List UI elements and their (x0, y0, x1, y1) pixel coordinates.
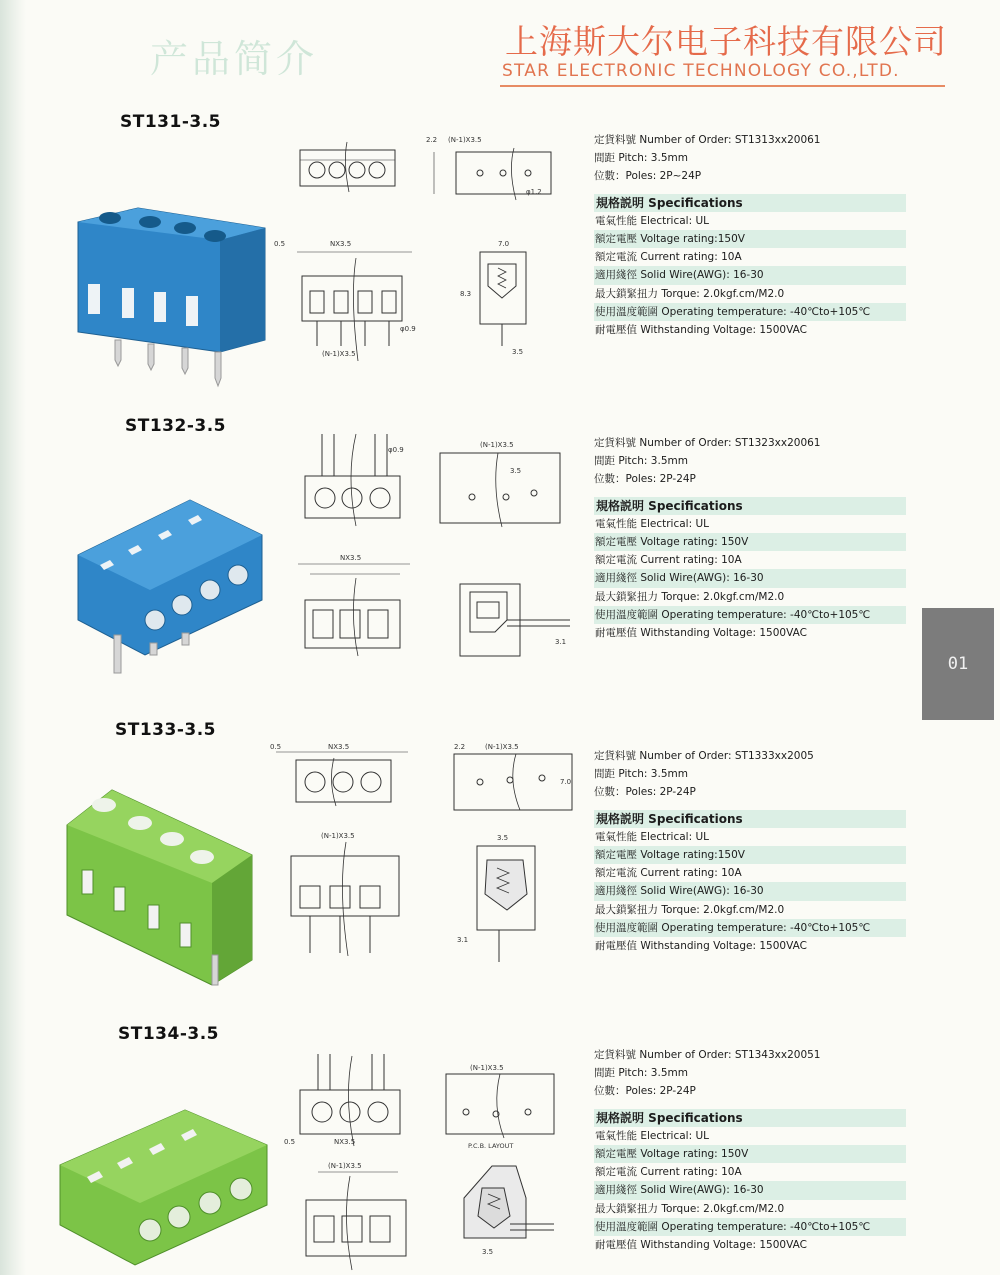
spec-row: 額定電流 Current rating: 10A (595, 867, 742, 880)
spec-row: 適用綫徑 Solid Wire(AWG): 16-30 (594, 1181, 906, 1199)
dim-label-pitch-top: (N-1)X3.5 (328, 1162, 362, 1170)
spec-row: 電氣性能 Electrical: UL (595, 1129, 710, 1142)
product-model-title: ST132-3.5 (125, 416, 226, 436)
spec-row: 使用溫度範圍 Operating temperature: -40℃to+105℃ (594, 606, 906, 624)
dim-label-35: 3.5 (512, 348, 524, 356)
spec-block (594, 131, 906, 339)
order-number-line: 定貨料號 Number of Order: ST1313xx20061 (594, 134, 821, 146)
dim-label-22: 2.2 (426, 136, 438, 144)
spec-row: 適用綫徑 Solid Wire(AWG): 16-30 (594, 569, 906, 587)
spec-row: 耐電壓值 Withstanding Voltage: 1500VAC (595, 323, 807, 336)
technical-drawing-front-view (276, 828, 416, 958)
product-photo-blue-4p-angled (70, 495, 270, 684)
dim-label-35: 3.5 (497, 834, 509, 842)
spec-row: 耐電壓值 Withstanding Voltage: 1500VAC (595, 1238, 807, 1251)
spec-row: 最大鎖緊扭力 Torque: 2.0kgf.cm/M2.0 (595, 287, 785, 300)
dim-label-phi12: φ1.2 (526, 188, 542, 196)
order-number-line: 定貨料號 Number of Order: ST1333xx2005 (594, 750, 814, 762)
spec-row: 最大鎖緊扭力 Torque: 2.0kgf.cm/M2.0 (595, 1202, 785, 1215)
technical-drawing-pcb-layout (450, 740, 580, 815)
dim-label-pitch: (N-1)X3.5 (480, 441, 514, 449)
technical-drawing-pcb-layout (418, 130, 563, 205)
dim-label-31: 3.1 (555, 638, 567, 646)
technical-drawing-front-view (280, 548, 430, 658)
spec-row: 電氣性能 Electrical: UL (595, 830, 710, 843)
dim-label-05: 0.5 (284, 1138, 296, 1146)
technical-drawing-top-view (280, 428, 415, 528)
spec-block (594, 1046, 906, 1254)
technical-drawing-top-view (285, 132, 410, 202)
poles-line: 位數：Poles: 2P~24P (594, 170, 702, 183)
order-number-line: 定貨料號 Number of Order: ST1343xx20051 (594, 1049, 821, 1061)
technical-drawing-side-view (458, 236, 538, 361)
dim-label-31: 3.1 (457, 936, 469, 944)
dim-label-70: 7.0 (560, 778, 572, 786)
catalog-watermark: 产品简介 (150, 37, 319, 81)
dim-label-05: 0.5 (270, 743, 282, 751)
spec-heading: 規格説明 Specifications (594, 194, 906, 212)
spec-row: 使用溫度範圍 Operating temperature: -40℃to+105℃ (594, 303, 906, 321)
dim-label-total: NX3.5 (330, 240, 352, 248)
spec-row: 電氣性能 Electrical: UL (595, 214, 710, 227)
spec-row: 額定電壓 Voltage rating: 150V (594, 533, 906, 551)
poles-line: 位數：Poles: 2P-24P (594, 473, 696, 486)
technical-drawing-side-view (455, 580, 575, 660)
page-number-tab: 01 (922, 608, 994, 720)
spec-block (594, 747, 906, 955)
spec-row: 耐電壓值 Withstanding Voltage: 1500VAC (595, 626, 807, 639)
spec-row: 使用溫度範圍 Operating temperature: -40℃to+105℃ (594, 1218, 906, 1236)
poles-line: 位數：Poles: 2P-24P (594, 786, 696, 799)
product-photo-blue-4p (70, 200, 270, 404)
technical-drawing-side-view (452, 1158, 557, 1258)
dim-label-pitch-top: (N-1)X3.5 (321, 832, 355, 840)
paper-edge (0, 0, 26, 1275)
dim-label-35: 3.5 (482, 1248, 494, 1256)
spec-row: 額定電壓 Voltage rating:150V (594, 230, 906, 248)
poles-line: 位數：Poles: 2P-24P (594, 1085, 696, 1098)
pitch-line: 間距 Pitch: 3.5mm (594, 455, 688, 468)
spec-heading: 規格説明 Specifications (594, 1109, 906, 1127)
dim-label-total: NX3.5 (340, 554, 362, 562)
dim-label-83: 8.3 (460, 290, 472, 298)
spec-row: 額定電壓 Voltage rating:150V (594, 846, 906, 864)
spec-block (594, 434, 906, 642)
dim-label-35: 3.5 (510, 467, 522, 475)
product-photo-green-4p-angled (55, 1105, 270, 1274)
dim-label-phi09: φ0.9 (388, 446, 404, 454)
technical-drawing-front-view (288, 1158, 418, 1273)
dim-label-05: 0.5 (274, 240, 286, 248)
pcb-layout-label: P.C.B. LAYOUT (468, 1142, 514, 1150)
pitch-line: 間距 Pitch: 3.5mm (594, 152, 688, 165)
spec-row: 最大鎖緊扭力 Torque: 2.0kgf.cm/M2.0 (595, 903, 785, 916)
spec-row: 最大鎖緊扭力 Torque: 2.0kgf.cm/M2.0 (595, 590, 785, 603)
technical-drawing-front-view (272, 236, 432, 366)
product-model-title: ST131-3.5 (120, 112, 221, 132)
header-divider (500, 85, 945, 87)
technical-drawing-pcb-layout (440, 1060, 560, 1152)
pitch-line: 間距 Pitch: 3.5mm (594, 1067, 688, 1080)
spec-row: 使用溫度範圍 Operating temperature: -40℃to+105℃ (594, 919, 906, 937)
spec-row: 額定電流 Current rating: 10A (595, 554, 742, 567)
technical-drawing-top-view (268, 740, 418, 810)
product-photo-green-4p (62, 785, 262, 999)
spec-row: 額定電流 Current rating: 10A (595, 1166, 742, 1179)
spec-row: 額定電壓 Voltage rating: 150V (594, 1145, 906, 1163)
spec-row: 適用綫徑 Solid Wire(AWG): 16-30 (594, 266, 906, 284)
dim-label-pitch: (N-1)X3.5 (485, 743, 519, 751)
dim-label-22: 2.2 (454, 743, 466, 751)
order-number-line: 定貨料號 Number of Order: ST1323xx20061 (594, 437, 821, 449)
technical-drawing-side-view (455, 830, 545, 970)
product-model-title: ST134-3.5 (118, 1024, 219, 1044)
dim-label-pitch: (N-1)X3.5 (470, 1064, 504, 1072)
dim-label-pitch: (N-1)X3.5 (448, 136, 482, 144)
dim-label-pitch-bottom: (N-1)X3.5 (322, 350, 356, 358)
spec-heading: 規格説明 Specifications (594, 497, 906, 515)
spec-row: 適用綫徑 Solid Wire(AWG): 16-30 (594, 882, 906, 900)
spec-heading: 規格説明 Specifications (594, 810, 906, 828)
company-name-english: STAR ELECTRONIC TECHNOLOGY CO.,LTD. (502, 61, 900, 81)
technical-drawing-pcb-layout (428, 437, 568, 532)
dim-label-total: NX3.5 (334, 1138, 356, 1146)
product-model-title: ST133-3.5 (115, 720, 216, 740)
company-name-chinese: 上海斯大尔电子科技有限公司 (505, 22, 947, 61)
spec-row: 耐電壓值 Withstanding Voltage: 1500VAC (595, 939, 807, 952)
technical-drawing-top-view (282, 1050, 417, 1150)
dim-label-70: 7.0 (498, 240, 510, 248)
spec-row: 額定電流 Current rating: 10A (595, 251, 742, 264)
dim-label-total: NX3.5 (328, 743, 350, 751)
spec-row: 電氣性能 Electrical: UL (595, 517, 710, 530)
dim-label-phi09: φ0.9 (400, 325, 416, 333)
pitch-line: 間距 Pitch: 3.5mm (594, 768, 688, 781)
